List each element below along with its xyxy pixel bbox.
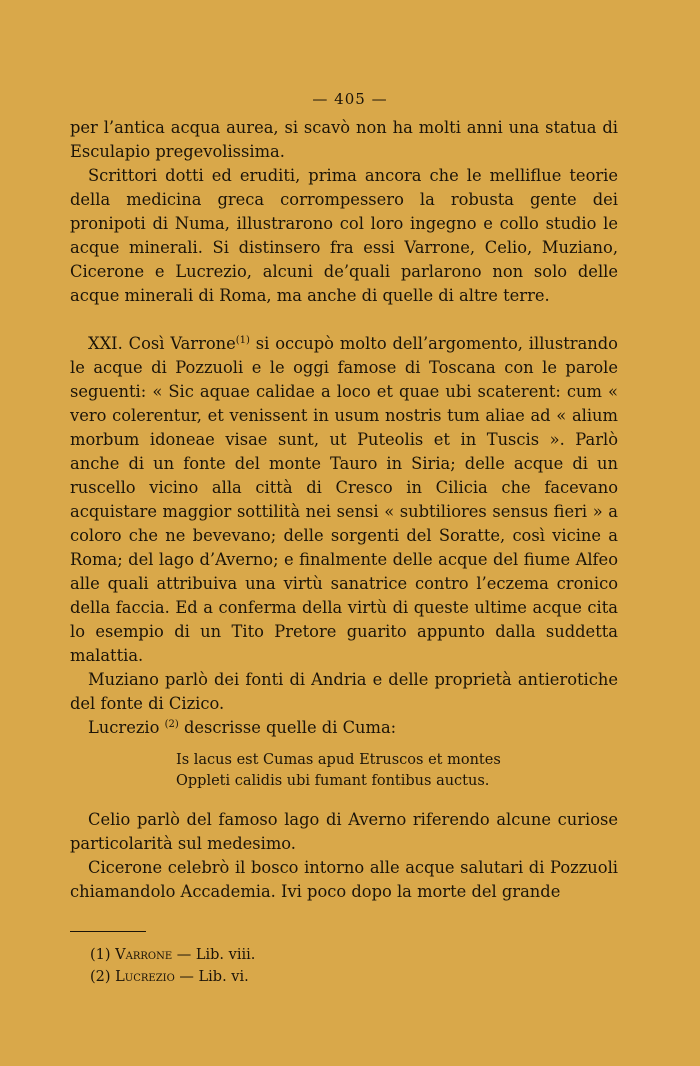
footnote [90,944,255,966]
footnote-author: Lucrezio [115,969,175,985]
footnote-ref-text: — Lib. vi. [179,969,249,985]
paragraph-text: si occupò molto dell’argomento, illustrando le acque di Pozzuoli e le oggi famose di Toscana con le parole seguenti: « Sic aquae calidae a loco et quae ubi scaterent: cum « vero colerentur, et venissent in usum nostris tum aliae ad « alium morbum idoneae visae sunt, ut Puteolis et in Tuscis ». Parlò anche di un fonte del monte Tauro in Siria; delle acque di un ruscello vicino alla città di Cresco in Cilicia che facevano acquistare maggior sottilità nei sensi « subtiliores sensus fieri » a coloro che ne bevevano; delle sorgenti del Soratte, così vicine a Roma; del lago d’Averno; e finalmente delle acque del fiume Alfeo alle quali attribuiva una virtù sanatrice contro l’eczema cronico della faccia. Ed a conferma della virtù di queste ultime acque cita lo esempio di un Tito Pretore guarito appunto dalla suddetta malattia. [70,334,618,665]
verse-quote [176,750,618,792]
body-text [70,116,618,904]
paragraph: Celio parlò del famoso lago di Averno riferendo alcune curiose particolarità sul medesimo. [70,810,618,853]
paragraph-text: Lucrezio [88,718,160,737]
paragraph: Cicerone celebrò il bosco intorno alle acque salutari di Pozzuoli chiamandolo Accademia. Ivi poco dopo la morte del grande [70,858,618,901]
footnote-ref: (2) [164,719,179,730]
paragraph-text: XXI. Così Varrone [88,334,236,353]
verse-line: Oppleti calidis ubi fumant fontibus auctus. [176,773,490,789]
paragraph: Scrittori dotti ed eruditi, prima ancora che le melliflue teorie della medicina greca corrompessero la robusta gente dei pronipoti di Numa, illustrarono col loro ingegno e collo studio le acque minerali. Si distinsero fra essi Varrone, Celio, Muziano, Cicerone e Lucrezio, alcuni de’quali parlarono non solo delle acque minerali di Roma, ma anche di quelle di altre terre. [70,166,618,305]
verse-line: Is lacus est Cumas apud Etruscos et montes [176,752,501,768]
paragraph-text: descrisse quelle di Cuma: [178,718,397,737]
footnote-ref: (1) [235,335,250,346]
paragraph: per l’antica acqua aurea, si scavò non ha molti anni una statua di Esculapio pregevolissima. [70,118,618,161]
footnote-number: (1) [90,947,111,963]
footnote [90,966,255,988]
page-number: — 405 — [312,90,388,108]
footnote-ref-text: — Lib. viii. [176,947,256,963]
footnote-divider [70,931,146,932]
paragraph: Muziano parlò dei fonti di Andria e delle proprietà antierotiche del fonte di Cizico. [70,670,618,713]
footnotes [90,944,255,988]
footnote-author: Varrone [115,947,173,963]
section-paragraph [70,332,618,668]
footnote-number: (2) [90,969,111,985]
paragraph [70,716,618,740]
